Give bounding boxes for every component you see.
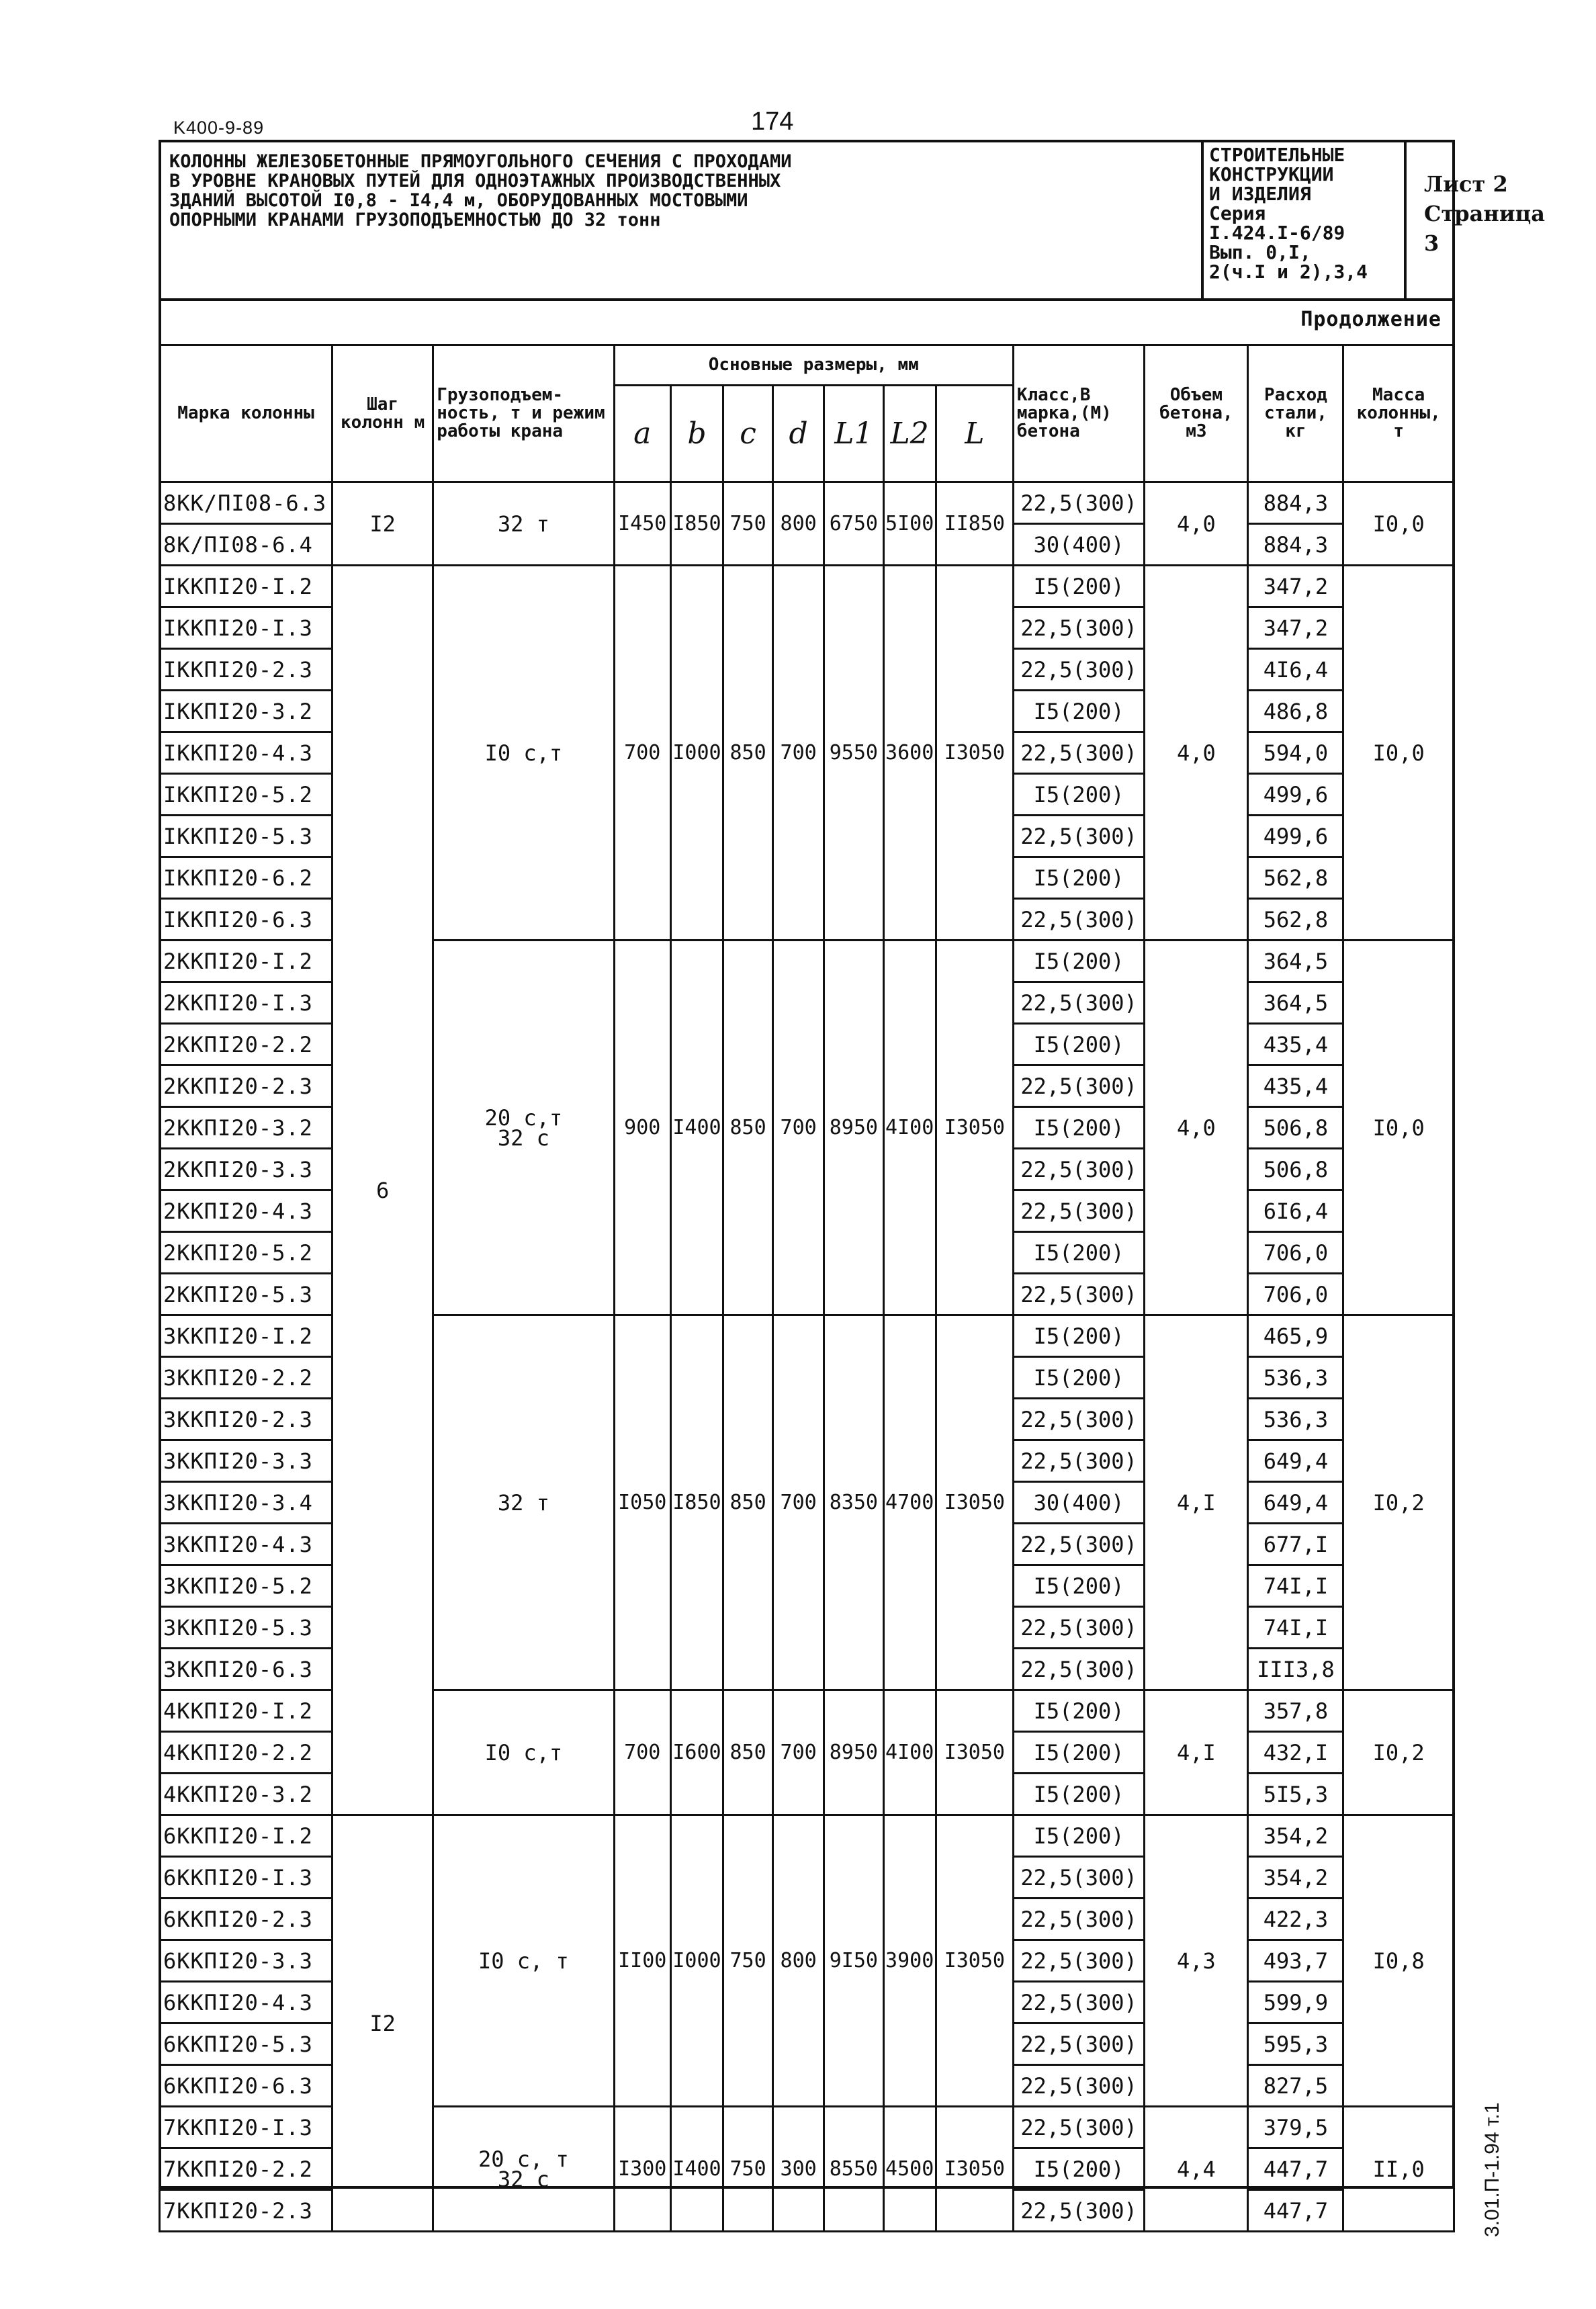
concrete-class: 30(400) [1013, 1482, 1144, 1524]
dim-l: I3050 [936, 2107, 1013, 2232]
columns-table [159, 344, 1455, 2232]
header-dimensions: Основные размеры, мм [614, 345, 1013, 386]
steel-consumption: 827,5 [1248, 2065, 1343, 2107]
step-value: I2 [332, 482, 433, 566]
dim-l1: 6750 [824, 482, 883, 566]
concrete-class: 22,5(300) [1013, 649, 1144, 691]
steel-consumption: 677,I [1248, 1524, 1343, 1565]
steel-consumption: 536,3 [1248, 1399, 1343, 1440]
concrete-class: 22,5(300) [1013, 1607, 1144, 1649]
header-capacity: Грузоподъем-ность, т и режим работы крана [433, 345, 614, 482]
title-block [159, 140, 1545, 301]
concrete-volume: 4,4 [1145, 2107, 1248, 2232]
table-row [160, 566, 1454, 607]
steel-consumption: 506,8 [1248, 1107, 1343, 1149]
concrete-class: 22,5(300) [1013, 2023, 1144, 2065]
dim-a: II00 [614, 1815, 670, 2107]
side-stamp-text: 3.01.П-1.94 т.1 [1481, 2102, 1503, 2237]
concrete-class: 22,5(300) [1013, 1399, 1144, 1440]
series-line: КОНСТРУКЦИИ [1209, 163, 1334, 185]
dim-l2: 4I00 [883, 941, 936, 1315]
dim-b: I600 [670, 1690, 723, 1815]
dim-l: I3050 [936, 1315, 1013, 1690]
column-mark: 2ККПI20-5.3 [160, 1274, 332, 1315]
column-mark: IККПI20-I.2 [160, 566, 332, 607]
header-d: d [773, 386, 824, 482]
concrete-class: 22,5(300) [1013, 1857, 1144, 1899]
dim-l1: 9I50 [824, 1815, 883, 2107]
crane-capacity: 32 т [433, 1315, 614, 1690]
column-mark: IККПI20-6.2 [160, 857, 332, 899]
dim-c: 850 [723, 566, 773, 941]
dim-d: 700 [773, 1315, 824, 1690]
steel-consumption: 354,2 [1248, 1815, 1343, 1857]
column-mark: 3ККПI20-I.2 [160, 1315, 332, 1357]
column-mark: 2ККПI20-2.2 [160, 1024, 332, 1065]
concrete-volume: 4,I [1145, 1690, 1248, 1815]
sheet-number: Лист 2 [1424, 171, 1508, 197]
column-mass: I0,2 [1343, 1690, 1454, 1815]
column-mark: 6ККПI20-2.3 [160, 1899, 332, 1940]
series-line: И ИЗДЕЛИЯ [1209, 183, 1311, 205]
column-mark: 2ККПI20-3.2 [160, 1107, 332, 1149]
dim-l2: 5I00 [883, 482, 936, 566]
column-mark: 8К/ПI08-6.4 [160, 524, 332, 566]
concrete-class: 22,5(300) [1013, 2190, 1144, 2232]
dim-d: 800 [773, 1815, 824, 2107]
header-l1: L1 [824, 386, 883, 482]
crane-capacity: I0 с,т [433, 566, 614, 941]
concrete-class: I5(200) [1013, 1024, 1144, 1065]
series-line: I.424.I-6/89 [1209, 222, 1345, 244]
steel-consumption: 594,0 [1248, 732, 1343, 774]
concrete-class: I5(200) [1013, 1232, 1144, 1274]
concrete-class: 22,5(300) [1013, 1649, 1144, 1690]
dim-l1: 8550 [824, 2107, 883, 2232]
dim-l2: 4I00 [883, 1690, 936, 1815]
dim-b: I000 [670, 1815, 723, 2107]
column-mark: 7ККПI20-2.3 [160, 2190, 332, 2232]
table-body [160, 482, 1454, 2232]
steel-consumption: 4I6,4 [1248, 649, 1343, 691]
column-mark: 6ККПI20-I.3 [160, 1857, 332, 1899]
column-mark: 2ККПI20-3.3 [160, 1149, 332, 1190]
column-mark: 4ККПI20-2.2 [160, 1732, 332, 1774]
header-l2: L2 [883, 386, 936, 482]
concrete-class: 22,5(300) [1013, 1940, 1144, 1982]
steel-consumption: 499,6 [1248, 816, 1343, 857]
steel-consumption: 347,2 [1248, 607, 1343, 649]
series-line: Вып. 0,I, [1209, 241, 1311, 263]
concrete-class: I5(200) [1013, 566, 1144, 607]
dim-c: 750 [723, 482, 773, 566]
header-mark: Марка колонны [160, 345, 332, 482]
column-mark: 6ККПI20-3.3 [160, 1940, 332, 1982]
steel-consumption: 506,8 [1248, 1149, 1343, 1190]
column-mark: 7ККПI20-2.2 [160, 2148, 332, 2190]
step-value: 6 [332, 566, 433, 1815]
concrete-class: 22,5(300) [1013, 2107, 1144, 2148]
header-volume: Объем бетона, м3 [1145, 345, 1248, 482]
dim-d: 800 [773, 482, 824, 566]
steel-consumption: 432,I [1248, 1732, 1343, 1774]
concrete-class: I5(200) [1013, 1107, 1144, 1149]
dim-l1: 8950 [824, 1690, 883, 1815]
concrete-class: I5(200) [1013, 1774, 1144, 1815]
dim-l: I3050 [936, 941, 1013, 1315]
column-mark: IККПI20-5.3 [160, 816, 332, 857]
concrete-class: 22,5(300) [1013, 1982, 1144, 2023]
steel-consumption: III3,8 [1248, 1649, 1343, 1690]
steel-consumption: 447,7 [1248, 2190, 1343, 2232]
header-steel: Расход стали, кг [1248, 345, 1343, 482]
concrete-class: 22,5(300) [1013, 1440, 1144, 1482]
steel-consumption: 435,4 [1248, 1065, 1343, 1107]
dim-c: 850 [723, 1315, 773, 1690]
column-mark: 3ККПI20-5.2 [160, 1565, 332, 1607]
dim-d: 700 [773, 1690, 824, 1815]
concrete-class: I5(200) [1013, 691, 1144, 732]
concrete-class: I5(200) [1013, 1732, 1144, 1774]
dim-l1: 8350 [824, 1315, 883, 1690]
dim-b: I400 [670, 2107, 723, 2232]
column-mark: IККПI20-4.3 [160, 732, 332, 774]
concrete-class: 22,5(300) [1013, 482, 1144, 524]
steel-consumption: 493,7 [1248, 1940, 1343, 1982]
side-stamp [1481, 2049, 1508, 2237]
steel-consumption: 499,6 [1248, 774, 1343, 816]
concrete-class: I5(200) [1013, 1357, 1144, 1399]
steel-consumption: 74I,I [1248, 1607, 1343, 1649]
dim-a: I050 [614, 1315, 670, 1690]
steel-consumption: 347,2 [1248, 566, 1343, 607]
column-mass: I0,0 [1343, 482, 1454, 566]
concrete-class: I5(200) [1013, 941, 1144, 982]
page-number: 174 [751, 107, 794, 136]
table-row [160, 1815, 1454, 1857]
column-mark: 6ККПI20-5.3 [160, 2023, 332, 2065]
steel-consumption: 595,3 [1248, 2023, 1343, 2065]
step-value: I2 [332, 1815, 433, 2232]
dim-b: I000 [670, 566, 723, 941]
crane-capacity: I0 с, т [433, 1815, 614, 2107]
column-mark: IККПI20-I.3 [160, 607, 332, 649]
column-mass: I0,0 [1343, 941, 1454, 1315]
column-mark: 2ККПI20-2.3 [160, 1065, 332, 1107]
dim-b: I400 [670, 941, 723, 1315]
column-mark: 2ККПI20-5.2 [160, 1232, 332, 1274]
concrete-class: 22,5(300) [1013, 982, 1144, 1024]
concrete-class: 22,5(300) [1013, 1899, 1144, 1940]
steel-consumption: 447,7 [1248, 2148, 1343, 2190]
dim-a: 700 [614, 1690, 670, 1815]
document-code: K400-9-89 [173, 118, 265, 138]
dim-c: 850 [723, 941, 773, 1315]
dim-l: I3050 [936, 1815, 1013, 2107]
concrete-class: 22,5(300) [1013, 1149, 1144, 1190]
concrete-class: 22,5(300) [1013, 1065, 1144, 1107]
concrete-class: 22,5(300) [1013, 1190, 1144, 1232]
steel-consumption: 379,5 [1248, 2107, 1343, 2148]
concrete-class: 22,5(300) [1013, 816, 1144, 857]
series-box [1201, 142, 1407, 298]
table-row [160, 482, 1454, 524]
steel-consumption: 465,9 [1248, 1315, 1343, 1357]
steel-consumption: 649,4 [1248, 1482, 1343, 1524]
dim-l2: 3900 [883, 1815, 936, 2107]
steel-consumption: 706,0 [1248, 1232, 1343, 1274]
column-mass: I0,8 [1343, 1815, 1454, 2107]
concrete-class: I5(200) [1013, 2148, 1144, 2190]
concrete-class: I5(200) [1013, 1815, 1144, 1857]
header-l: L [936, 386, 1013, 482]
dim-c: 750 [723, 2107, 773, 2232]
header-c: c [723, 386, 773, 482]
column-mass: II,0 [1343, 2107, 1454, 2232]
column-mark: 4ККПI20-3.2 [160, 1774, 332, 1815]
column-mark: IККПI20-2.3 [160, 649, 332, 691]
column-mass: I0,0 [1343, 566, 1454, 941]
concrete-volume: 4,0 [1145, 566, 1248, 941]
page-ref: Страница 3 [1424, 201, 1545, 256]
column-mark: 2ККПI20-4.3 [160, 1190, 332, 1232]
concrete-volume: 4,0 [1145, 941, 1248, 1315]
header-concrete: Класс,В марка,(М) бетона [1013, 345, 1144, 482]
steel-consumption: 599,9 [1248, 1982, 1343, 2023]
column-mark: 3ККПI20-5.3 [160, 1607, 332, 1649]
dim-c: 850 [723, 1690, 773, 1815]
steel-consumption: 422,3 [1248, 1899, 1343, 1940]
column-mass: I0,2 [1343, 1315, 1454, 1690]
steel-consumption: 74I,I [1248, 1565, 1343, 1607]
steel-consumption: 486,8 [1248, 691, 1343, 732]
dim-b: I850 [670, 482, 723, 566]
steel-consumption: 884,3 [1248, 524, 1343, 566]
concrete-class: I5(200) [1013, 857, 1144, 899]
column-mark: 3ККПI20-3.3 [160, 1440, 332, 1482]
dim-c: 750 [723, 1815, 773, 2107]
header-b: b [670, 386, 723, 482]
steel-consumption: 354,2 [1248, 1857, 1343, 1899]
dim-l: I3050 [936, 566, 1013, 941]
column-mark: 3ККПI20-4.3 [160, 1524, 332, 1565]
steel-consumption: 364,5 [1248, 982, 1343, 1024]
column-mark: 2ККПI20-I.3 [160, 982, 332, 1024]
series-line: СТРОИТЕЛЬНЫЕ [1209, 144, 1345, 166]
dim-l2: 4500 [883, 2107, 936, 2232]
document-title: КОЛОННЫ ЖЕЛЕЗОБЕТОННЫЕ ПРЯМОУГОЛЬНОГО СЕЧЕНИЯ С ПРОХОДАМИ В УРОВНЕ КРАНОВЫХ ПУТЕЙ ДЛЯ ОДНОЭТАЖНЫХ ПРОИЗВОДСТВЕННЫХ ЗДАНИЙ ВЫСОТОЙ I0,8 - I4,4 м, ОБОРУДОВАННЫХ МОСТОВЫМИ ОПОРНЫМИ КРАНАМИ ГРУЗОПОДЪЕМНОСТЬЮ ДО 32 тонн [169, 151, 792, 230]
dim-l: I3050 [936, 1690, 1013, 1815]
concrete-volume: 4,3 [1145, 1815, 1248, 2107]
dim-d: 300 [773, 2107, 824, 2232]
concrete-volume: 4,I [1145, 1315, 1248, 1690]
series-line: 2(ч.I и 2),3,4 [1209, 261, 1368, 283]
column-mark: 3ККПI20-2.3 [160, 1399, 332, 1440]
crane-capacity: I0 с,т [433, 1690, 614, 1815]
steel-consumption: 6I6,4 [1248, 1190, 1343, 1232]
steel-consumption: 562,8 [1248, 899, 1343, 941]
column-mark: 6ККПI20-I.2 [160, 1815, 332, 1857]
dim-l2: 3600 [883, 566, 936, 941]
column-mark: IККПI20-6.3 [160, 899, 332, 941]
dim-a: I300 [614, 2107, 670, 2232]
column-mark: 2ККПI20-I.2 [160, 941, 332, 982]
header-step: Шаг колонн м [332, 345, 433, 482]
concrete-class: 30(400) [1013, 524, 1144, 566]
steel-consumption: 435,4 [1248, 1024, 1343, 1065]
dim-l: II850 [936, 482, 1013, 566]
crane-capacity: 32 т [433, 482, 614, 566]
concrete-class: 22,5(300) [1013, 732, 1144, 774]
dim-l2: 4700 [883, 1315, 936, 1690]
dim-b: I850 [670, 1315, 723, 1690]
header-a: a [614, 386, 670, 482]
dim-l1: 8950 [824, 941, 883, 1315]
crane-capacity: 20 с,т 32 с [433, 941, 614, 1315]
concrete-class: 22,5(300) [1013, 899, 1144, 941]
dim-a: 900 [614, 941, 670, 1315]
column-mark: 6ККПI20-4.3 [160, 1982, 332, 2023]
steel-consumption: 5I5,3 [1248, 1774, 1343, 1815]
steel-consumption: 649,4 [1248, 1440, 1343, 1482]
column-mark: 3ККПI20-3.4 [160, 1482, 332, 1524]
column-mark: IККПI20-3.2 [160, 691, 332, 732]
continuation-label: Продолжение [1300, 308, 1442, 331]
column-mark: IККПI20-5.2 [160, 774, 332, 816]
crane-capacity: 20 с, т 32 с [433, 2107, 614, 2232]
column-mark: 8КК/ПI08-6.3 [160, 482, 332, 524]
steel-consumption: 562,8 [1248, 857, 1343, 899]
concrete-class: I5(200) [1013, 1565, 1144, 1607]
dim-l1: 9550 [824, 566, 883, 941]
concrete-volume: 4,0 [1145, 482, 1248, 566]
concrete-class: I5(200) [1013, 1315, 1144, 1357]
dim-d: 700 [773, 566, 824, 941]
steel-consumption: 884,3 [1248, 482, 1343, 524]
concrete-class: 22,5(300) [1013, 1524, 1144, 1565]
concrete-class: 22,5(300) [1013, 2065, 1144, 2107]
series-line: Серия [1209, 202, 1266, 224]
steel-consumption: 536,3 [1248, 1357, 1343, 1399]
sheet-info [1424, 169, 1545, 258]
dim-d: 700 [773, 941, 824, 1315]
column-mark: 3ККПI20-2.2 [160, 1357, 332, 1399]
column-mark: 7ККПI20-I.3 [160, 2107, 332, 2148]
steel-consumption: 357,8 [1248, 1690, 1343, 1732]
column-mark: 4ККПI20-I.2 [160, 1690, 332, 1732]
steel-consumption: 364,5 [1248, 941, 1343, 982]
steel-consumption: 706,0 [1248, 1274, 1343, 1315]
concrete-class: I5(200) [1013, 1690, 1144, 1732]
concrete-class: 22,5(300) [1013, 1274, 1144, 1315]
column-mark: 6ККПI20-6.3 [160, 2065, 332, 2107]
dim-a: I450 [614, 482, 670, 566]
concrete-class: 22,5(300) [1013, 607, 1144, 649]
header-mass: Масса колонны, т [1343, 345, 1454, 482]
column-mark: 3ККПI20-6.3 [160, 1649, 332, 1690]
dim-a: 700 [614, 566, 670, 941]
concrete-class: I5(200) [1013, 774, 1144, 816]
